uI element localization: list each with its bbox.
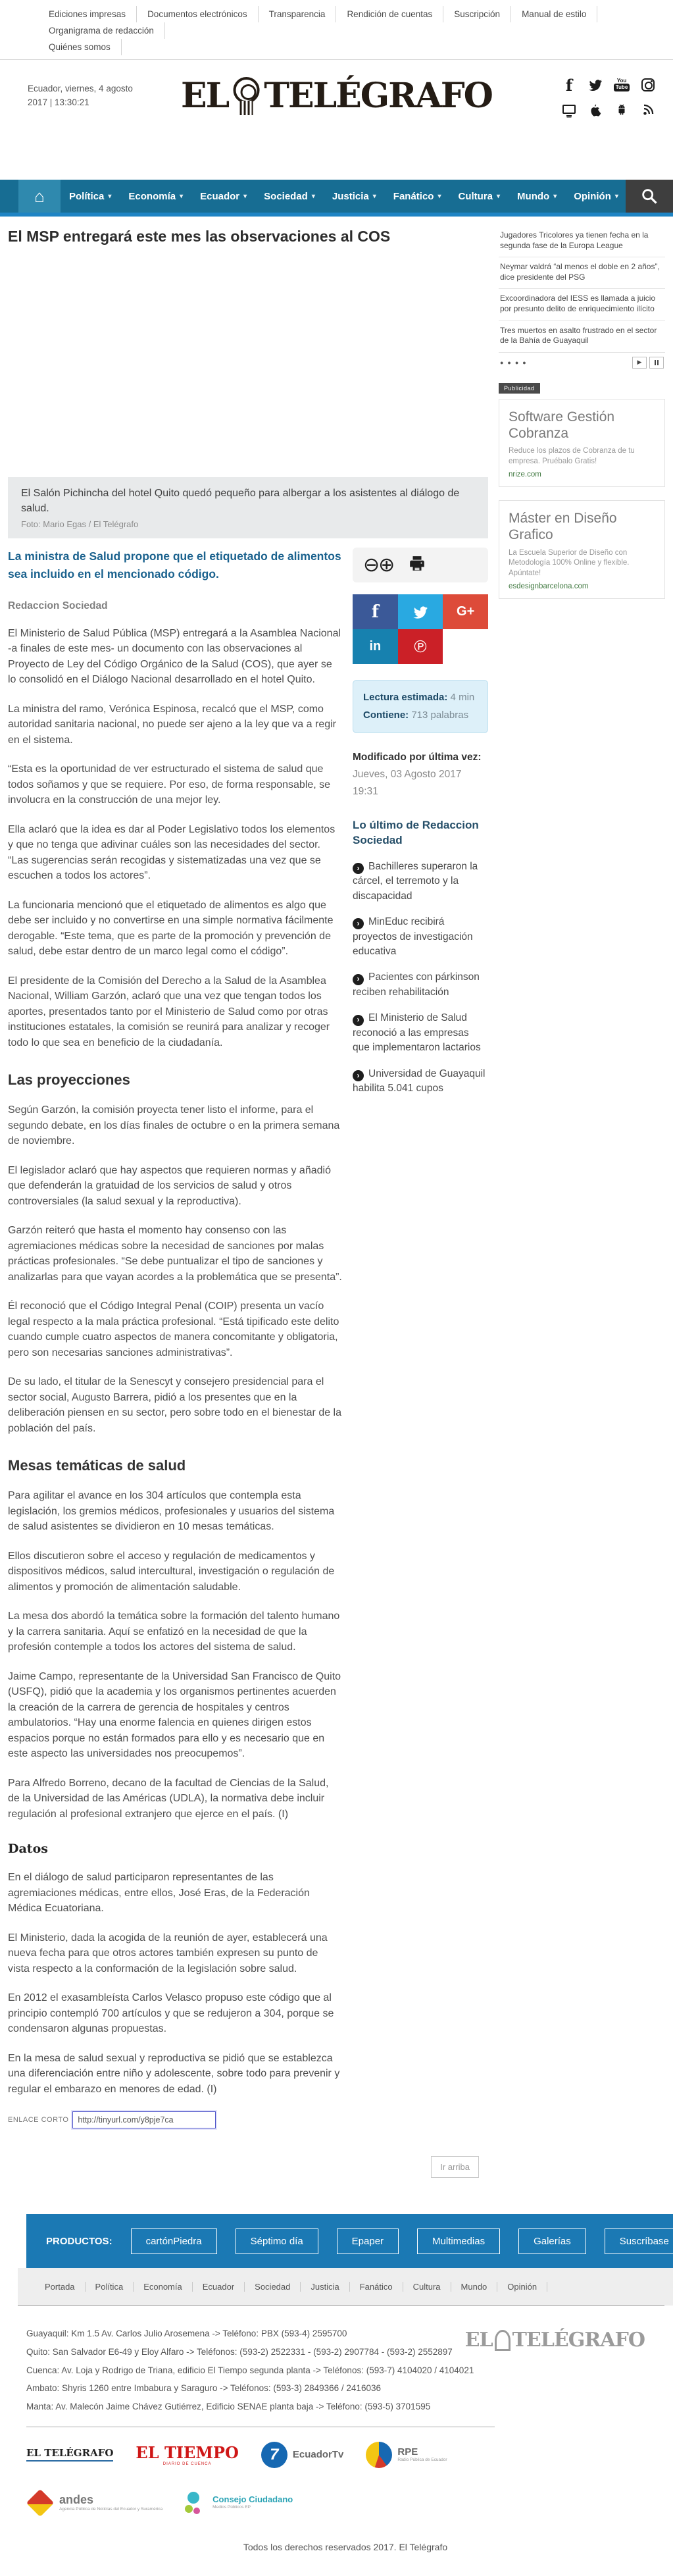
nav-item-label: Fanático: [393, 190, 434, 202]
circle-arrow-icon: ›: [353, 974, 364, 985]
circle-arrow-icon: ›: [353, 863, 364, 874]
shortlink-row: [8, 2111, 342, 2128]
facebook-icon[interactable]: f: [565, 75, 573, 95]
partner-logos: [26, 2442, 513, 2515]
topbar-link[interactable]: Documentos electrónicos: [137, 6, 259, 22]
font-decrease-button[interactable]: ⊖: [363, 554, 379, 576]
article-paragraph: En 2012 el exasambleísta Carlos Velasco propuso este código que al principio contempló 700 artículos y que se redujeron a 304, porque se condensaron algunas propuestas.: [8, 1992, 334, 2035]
desktop-icon[interactable]: [561, 102, 577, 118]
instagram-icon[interactable]: [640, 77, 656, 93]
date-line: Ecuador, viernes, 4 agosto: [28, 84, 133, 93]
address-line: Manta: Av. Malecón Jaime Chávez Gutiérrez, Edificio SENAE planta baja -> Teléfono: (593-5) 3701595: [26, 2401, 431, 2411]
share-pinterest-button[interactable]: ℗: [398, 629, 443, 664]
apple-icon[interactable]: [587, 102, 603, 118]
footer-links-bar: [18, 2268, 673, 2306]
shortlink-input[interactable]: [72, 2111, 216, 2128]
latest-news-item[interactable]: [353, 1067, 488, 1096]
logo-text-el: EL: [181, 76, 229, 116]
nav-item[interactable]: [385, 180, 450, 213]
youtube-icon[interactable]: You Tube: [614, 77, 630, 93]
search-button[interactable]: [626, 180, 673, 213]
shortlink-label: ENLACE CORTO: [8, 2116, 69, 2125]
copyright: Todos los derechos reservados 2017. El Telégrafo: [243, 2541, 448, 2552]
article-paragraph: El Ministerio, dada la acogida de la reunión de ayer, establecerá una nueva fecha para que otros actores también expresen su punto de vista respecto a la conformación de la legislación sobre salud.: [8, 1932, 328, 1974]
utility-topbar: [0, 0, 673, 60]
partner-andes[interactable]: andes Agencia Pública de Noticias del Ecuador y Suramérica: [26, 2490, 162, 2515]
android-icon[interactable]: [614, 102, 630, 118]
article-paragraph: El presidente de la Comisión del Derecho a la Salud de la Asamblea Nacional, William Garzón, aclaró que una vez que tengan todos los aportes, presentados tanto por el Ministerio de Salud como por otras instituciones estatales, la comisión se reunirá para analizar y recoger todo lo que sea en beneficio de la ciudadanía.: [8, 975, 330, 1048]
latest-news-item[interactable]: [353, 860, 488, 904]
site-header: [0, 60, 673, 140]
footer-link[interactable]: Economía: [134, 2282, 193, 2292]
last-modified: [353, 749, 488, 801]
go-top-button[interactable]: Ir arriba: [431, 2156, 479, 2178]
consejo-logo-icon: [185, 2492, 207, 2514]
chevron-down-icon: ▾: [311, 192, 315, 200]
header-social-icons: [561, 77, 656, 127]
photo-caption-box: [8, 477, 488, 538]
share-facebook-button[interactable]: f: [353, 594, 398, 629]
article-paragraph: Mesas temáticas de salud: [8, 1457, 186, 1474]
article-paragraph: Datos: [8, 1842, 48, 1857]
share-twitter-button[interactable]: [398, 594, 443, 629]
word-count-value: 713 palabras: [409, 709, 469, 721]
footer-link[interactable]: Política: [86, 2282, 134, 2292]
twitter-icon: [412, 604, 429, 621]
topbar-link[interactable]: Manual de estilo: [511, 6, 597, 22]
products-bar: [26, 2214, 673, 2268]
article-paragraph: Para Alfredo Borreno, decano de la facultad de Ciencias de la Salud, de la Universidad de las Américas (UDLA), la normativa debe incluir regulación al profesional extranjero que ejerce en el país. (I): [8, 1777, 329, 1820]
carousel-news-item[interactable]: Tres muertos en asalto frustrado en el sector de la Bahía de Guayaquil: [499, 321, 665, 353]
article-paragraph: La mesa dos abordó la temática sobre la formación del talento humano y la carrera sanitaria. Aquí se enfatizó en la necesidad de que la profesión contemple a todos los actores del sistema de salud.: [8, 1610, 340, 1653]
footer-logo: EL TELÉGRAFO: [464, 2329, 645, 2352]
product-button[interactable]: Galerías: [518, 2228, 586, 2254]
products-label: PRODUCTOS:: [46, 2235, 112, 2247]
ad-card[interactable]: [499, 399, 665, 487]
clock-tower-emblem-icon: [231, 77, 261, 115]
nav-item[interactable]: [565, 180, 627, 213]
latest-news-list: [353, 860, 488, 1096]
partner-rpe[interactable]: RPE Radio Pública de Ecuador: [366, 2442, 447, 2468]
chevron-down-icon: ▾: [437, 192, 441, 200]
topbar-link[interactable]: Organigrama de redacción: [38, 22, 165, 39]
footer-link[interactable]: Opinión: [497, 2282, 547, 2292]
circle-arrow-icon: ›: [353, 918, 364, 929]
ad-description: Reduce los plazos de Cobranza de tu empresa. Pruébalo Gratis!: [509, 447, 635, 465]
article-text-column: [8, 548, 342, 2128]
news-carousel: [499, 226, 665, 353]
topbar-row-1: [38, 6, 673, 39]
logo-text-telegrafo: TELÉGRAFO: [264, 76, 492, 116]
reading-time-label: Lectura estimada:: [363, 692, 448, 704]
article-paragraph: La funcionaria mencionó que el etiquetado de alimentos es algo que debe ser incluido y no convertirse en una simple normativa fácilmente derogable. “Este tema, que es parte de la promoción y prevención de salud, debe estar dentro de un marco legal como el código”.: [8, 899, 334, 958]
font-size-buttons: [363, 555, 393, 575]
nav-item-label: Ecuador: [200, 190, 240, 202]
ad-card[interactable]: [499, 500, 665, 599]
footer-main: [18, 2306, 664, 2552]
ecuadortv-7-icon: 7: [261, 2442, 287, 2468]
chevron-down-icon: ▾: [553, 192, 557, 200]
print-button[interactable]: [408, 555, 426, 575]
address-line: Quito: San Salvador E6-49 y Eloy Alfaro -> Teléfonos: (593-2) 2522331 - (593-2) 2907784 - (593-2) 2552897: [26, 2346, 453, 2357]
footer-link[interactable]: Cultura: [403, 2282, 451, 2292]
ad-title[interactable]: Máster en Diseño Grafico: [509, 511, 617, 543]
latest-news-title: Lo último de Redaccion Sociedad: [353, 818, 479, 846]
text-tools-box: [353, 548, 488, 582]
byline: Redaccion Sociedad: [8, 600, 108, 611]
latest-news-item[interactable]: [353, 970, 488, 1000]
topbar-link[interactable]: Ediciones impresas: [38, 6, 137, 22]
nav-item[interactable]: [120, 180, 191, 213]
article-paragraph: Jaime Campo, representante de la Universidad San Francisco de Quito (USFQ), pidió que la academia y los organismos pertinentes acuerden la creación de la carrera de gerencia de hospitales y centros ambulatorios. “Hay una enorme falencia en quienes dirigen estos espacios porque no están formados para ello y es necesario que en este aspecto las universidades nos preocupemos”.: [8, 1670, 341, 1760]
rpe-logo-icon: [366, 2442, 392, 2468]
partner-ecuadortv[interactable]: 7 EcuadorTv: [261, 2442, 344, 2468]
article-paragraph: En el diálogo de salud participaron representantes de las agremiaciones médicas, entre ellos, José Eras, de la Federación Médica Ecuatoriana.: [8, 1872, 310, 1915]
reading-time-box: [353, 680, 488, 733]
carousel-news-item[interactable]: Jugadores Tricolores ya tienen fecha en la segunda fase de la Europa League: [499, 226, 665, 257]
article-paragraph: Ellos discutieron sobre el acceso y regulación de medicamentos y dispositivos médicos, salud intercultural, investigación o regulación de alimentos y promoción de alimentación saludable.: [8, 1550, 335, 1593]
nav-item-label: Economía: [128, 190, 176, 202]
search-icon: [640, 187, 659, 205]
partner-el-tiempo[interactable]: EL TIEMPO DIARIO DE CUENCA: [136, 2443, 239, 2467]
footer-link[interactable]: Fanático: [350, 2282, 403, 2292]
chevron-down-icon: ▾: [108, 192, 112, 200]
article-paragraph: “Esta es la oportunidad de ver estructurado el sistema de salud que todos soñamos y que se requiere. Por eso, de forma responsable, se involucra en la construcción de una mejor ley.: [8, 763, 331, 806]
chevron-down-icon: ▾: [497, 192, 501, 200]
footer-link[interactable]: Portada: [35, 2282, 86, 2292]
ad-url[interactable]: nrize.com: [509, 471, 541, 479]
article-photo: [8, 255, 488, 477]
chevron-down-icon: ▾: [372, 192, 376, 200]
reading-time-value: 4 min: [447, 692, 475, 704]
nav-item[interactable]: [191, 180, 255, 213]
article-paragraph: El legislador aclaró que hay aspectos que requieren normas y añadió que defenderán la gratuidad de los servicios de salud y otros controversiales (la salud sexual y la reproductiva).: [8, 1164, 331, 1207]
product-button[interactable]: Epaper: [337, 2228, 399, 2254]
product-button[interactable]: Multimedias: [417, 2228, 500, 2254]
main-navigation: [0, 180, 673, 217]
nav-item[interactable]: [255, 180, 324, 213]
article-paragraph: De su lado, el titular de la Senescyt y consejero presidencial para el sector social, Augusto Barrera, pidió a los presentes que en la deliberación piensen en su sector, pero sobre todo en el bienestar de la población del país.: [8, 1376, 342, 1434]
latest-news-item-label: Pacientes con párkinson reciben rehabilitación: [353, 971, 480, 998]
topbar-row-2: [38, 39, 673, 55]
printer-icon: [408, 555, 426, 572]
latest-news-item-label: Universidad de Guayaquil habilita 5.041 cupos: [353, 1068, 486, 1095]
topbar-link[interactable]: Suscripción: [443, 6, 511, 22]
footer-link[interactable]: Ecuador: [193, 2282, 245, 2292]
carousel-play-button[interactable]: ▶: [632, 357, 647, 369]
ad-description: La Escuela Superior de Diseño con Metodología 100% Online y flexible. Apúntate!: [509, 548, 630, 577]
article-paragraph: La ministra del ramo, Verónica Espinosa, recalcó que el MSP, como autoridad sanitaria nacional, no puede ser ajeno a la ley que va a regir en el sistema.: [8, 703, 336, 746]
carousel-news-item[interactable]: Excoordinadora del IESS es llamada a juicio por presunto delito de enriquecimiento ilícito: [499, 289, 665, 321]
nav-item-label: Cultura: [458, 190, 493, 202]
nav-item[interactable]: [450, 180, 509, 213]
article-paragraph: El Ministerio de Salud Pública (MSP) entregará a la Asamblea Nacional -a finales de este mes- un documento con las observaciones al Proyecto de Ley del Código Orgánico de la Salud (COS), que ayer se lo consolidó en el Diálogo Nacional desarrollado en el hotel Quito.: [8, 627, 341, 686]
chevron-down-icon: ▾: [180, 192, 184, 200]
share-buttons: [353, 594, 488, 664]
ads-list: [499, 399, 665, 599]
advertising-label: Publicidad: [499, 383, 540, 394]
footer-link[interactable]: Mundo: [451, 2282, 498, 2292]
address-line: Ambato: Shyris 1260 entre Imbabura y Saraguro -> Teléfonos: (593-3) 2849366 / 2416036: [26, 2383, 381, 2394]
nav-item[interactable]: [509, 180, 565, 213]
article-paragraph: Garzón reiteró que hasta el momento hay consenso con las agremiaciones médicas sobre la necesidad de sanciones por malas prácticas profesionales. “Se debe puntualizar el tipo de sanciones y analizarlas para que vayan acordes a la problemática que se presenta”.: [8, 1225, 342, 1283]
date-time: [28, 82, 133, 110]
rss-icon[interactable]: [640, 102, 656, 118]
article-widgets-column: [353, 548, 488, 2128]
photo-credit: Foto: Mario Egas / El Telégrafo: [21, 519, 139, 530]
nav-item[interactable]: [61, 180, 120, 213]
nav-item[interactable]: [324, 180, 385, 213]
partner-consejo-ciudadano[interactable]: Consejo Ciudadano Medios Públicos EP: [185, 2492, 293, 2514]
last-modified-value: Jueves, 03 Agosto 2017 19:31: [353, 769, 462, 798]
product-button[interactable]: cartónPiedra: [131, 2228, 217, 2254]
time-line: 2017 | 13:30:21: [28, 97, 89, 107]
latest-news-item-label: MinEduc recibirá proyectos de investigación educativa: [353, 916, 473, 958]
product-button[interactable]: Séptimo día: [236, 2228, 318, 2254]
last-modified-label: Modificado por última vez:: [353, 751, 482, 763]
latest-news-item[interactable]: [353, 915, 488, 959]
carousel-controls: [499, 353, 665, 369]
article-paragraph: En la mesa de salud sexual y reproductiva se pidió que se establezca una diferenciación entre niño y adolescente, sobre todo para prevenir y regular el embarazo en menores de edad. (I): [8, 2052, 340, 2095]
address-line: Cuenca: Av. Loja y Rodrigo de Triana, edificio El Tiempo segunda planta -> Teléfonos: (593-7) 4104020 / 4104021: [26, 2365, 474, 2375]
chevron-down-icon: ▾: [614, 192, 618, 200]
article-subhead: La ministra de Salud propone que el etiquetado de alimentos sea incluido en el mencionado código.: [8, 550, 341, 580]
twitter-icon[interactable]: [587, 77, 603, 93]
ad-url[interactable]: esdesignbarcelona.com: [509, 582, 589, 591]
nav-item-label: Política: [69, 190, 105, 202]
latest-news-item[interactable]: [353, 1011, 488, 1055]
font-increase-button[interactable]: ⊕: [378, 554, 394, 576]
carousel-dots[interactable]: ●●●●: [500, 359, 530, 366]
article-paragraph: Las proyecciones: [8, 1071, 130, 1089]
topbar-link[interactable]: Transparencia: [259, 6, 337, 22]
nav-item-label: Justicia: [332, 190, 369, 202]
share-googleplus-button[interactable]: G+: [443, 594, 488, 629]
latest-news-item-label: Bachilleres superaron la cárcel, el terremoto y la discapacidad: [353, 860, 478, 902]
product-button[interactable]: Suscríbase: [605, 2228, 673, 2254]
el-telegrafo-logo[interactable]: [181, 76, 492, 116]
address-line: Guayaquil: Km 1.5 Av. Carlos Julio Arosemena -> Teléfono: PBX (593-4) 2595700: [26, 2329, 347, 2339]
footer-link[interactable]: Justicia: [301, 2282, 349, 2292]
topbar-link[interactable]: Rendición de cuentas: [336, 6, 443, 22]
clock-tower-emblem-icon: [495, 2330, 511, 2351]
ad-title[interactable]: Software Gestión Cobranza: [509, 409, 615, 441]
circle-arrow-icon: ›: [353, 1070, 364, 1081]
article-main: [8, 226, 488, 2178]
nav-items: [61, 180, 627, 213]
carousel-news-item[interactable]: Neymar valdrá “al menos el doble en 2 años”, dice presidente del PSG: [499, 257, 665, 289]
article-paragraph: Él reconoció que el Código Integral Penal (COIP) presenta un vacío legal respecto a la mala práctica profesional. “Está tipificado este delito cuando cumple cuatro aspectos de manera concomitante y obligatoria, pero son necesarias sanciones administrativas”.: [8, 1301, 339, 1358]
photo-caption: El Salón Pichincha del hotel Quito quedó pequeño para albergar a los asistentes al diálogo de salud.: [21, 487, 460, 515]
article-paragraph: Según Garzón, la comisión proyecta tener listo el informe, para el segundo debate, en los días finales de octubre o en la primera semana de noviembre.: [8, 1104, 340, 1147]
circle-arrow-icon: ›: [353, 1015, 364, 1026]
nav-item-label: Opinión: [574, 190, 611, 202]
andes-logo-icon: [26, 2488, 54, 2516]
carousel-pause-button[interactable]: [649, 357, 664, 369]
product-buttons: [131, 2228, 673, 2254]
latest-news-item-label: El Ministerio de Salud reconoció a las empresas que implementaron lactarios: [353, 1012, 481, 1054]
partner-el-telegrafo[interactable]: EL TELÉGRAFO: [26, 2447, 113, 2462]
article-body: [8, 626, 342, 2098]
topbar-link[interactable]: Quiénes somos: [38, 39, 122, 55]
right-sidebar: [499, 226, 665, 2178]
article-paragraph: Ella aclaró que la idea es dar al Poder Legislativo todos los elementos y que no tenga que adivinar cuáles son las necesidades del sector. “Las sugerencias serán recogidas y sistematizadas una vez que se escuchen a todos los actores”.: [8, 823, 336, 882]
nav-item-label: Mundo: [517, 190, 550, 202]
chevron-down-icon: ▾: [243, 192, 247, 200]
nav-item-label: Sociedad: [264, 190, 308, 202]
footer-link[interactable]: Sociedad: [245, 2282, 301, 2292]
share-linkedin-button[interactable]: in: [353, 629, 398, 664]
article-paragraph: Para agilitar el avance en los 304 artículos que contempla esta legislación, los gremios médicos, profesionales y usuarios del sistema de salud asistentes se dividieron en 10 mesas temáticas.: [8, 1490, 335, 1533]
word-count-label: Contiene:: [363, 709, 409, 721]
home-icon[interactable]: ⌂: [18, 180, 61, 213]
article-headline: El MSP entregará este mes las observaciones al COS: [8, 228, 391, 245]
